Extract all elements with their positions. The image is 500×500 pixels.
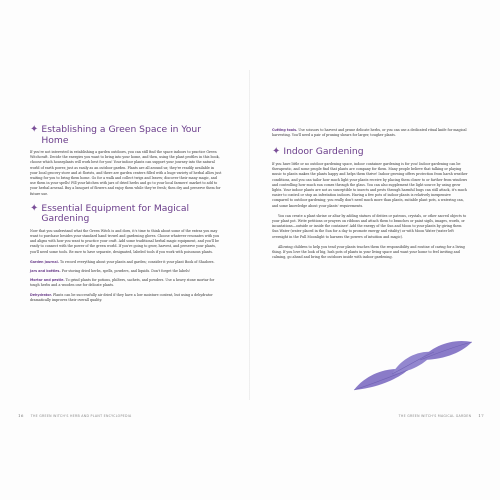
item-term: Garden journal. xyxy=(30,259,59,264)
equipment-item xyxy=(30,278,222,288)
sparkle-star-icon: ✦ xyxy=(30,124,39,135)
item-text: Use scissors to harvest and prune delicate herbs, or you can use a dedicated ritual knife for magical harvesting. You'll need a pair of pruning shears for larger, tougher plants. xyxy=(272,128,467,138)
equipment-item xyxy=(30,293,222,303)
paragraph: If you have little or no outdoor gardening space, indoor container gardening is for you! Indoor gardening can be therapeutic, and some people find that plants are company for them. Many people believe that talking or playing music to plants makes the plants happy and helps them thrive! Indoor growing offers protection from harsh weather conditions, and you can tailor how much light your plants receive by placing them closer to or farther from windows and controlling how much sun comes through the glass. You can also supplement the light source by using grow lights. Your indoor plants are not as susceptible to insects and pests through harmful bugs can still attack, it's much easier to control or stop an infestation indoors. Having a few pots of indoor plants is relatively inexpensive compared to outdoor gardening; you really don't need much more than plants, suitable plant pots, a watering can, and some knowledge about your plants' requirements. xyxy=(272,161,468,208)
equipment-item xyxy=(272,128,468,138)
section-heading-green-space xyxy=(30,125,222,146)
item-term: Cutting tools. xyxy=(272,128,298,132)
item-text: Plants can be successfully air dried if they have a low moisture content, but using a dehydrator dramatically improves their overall quality. xyxy=(30,292,213,302)
section-heading-equipment xyxy=(30,204,222,225)
right-footer xyxy=(399,413,484,418)
section-heading-indoor-gardening xyxy=(272,147,468,158)
item-term: Jars and bottles. xyxy=(30,269,61,274)
paragraph: Now that you understand what the Green Witch is and does, it's time to think about some of the extras you may want to purchase besides your standard hand trowel and gardening gloves. Choose whatever resonates with you and aligns with how you want to practice your craft. Add some traditional herbal magic equipment, and you'll be ready to connect with the power of the green world. If you're going to grow, harvest, and preserve your plants, you'll need some tools. Be sure to have separate, designated, labeled tools if you work with poisonous plants. xyxy=(30,228,220,254)
heading-text: Establishing a Green Space in Your Home xyxy=(41,124,202,146)
paragraph: Allowing children to help you tend your plants teaches them the responsibility and routine of caring for a living thing. If you love the look of big, lush pots of plants in your living space and want your home to feel inviting and calming, go ahead and bring the outdoors inside with indoor gardening. xyxy=(272,244,465,260)
heading-text: Indoor Gardening xyxy=(283,146,364,158)
running-title: THE GREEN WITCH'S MAGICAL GARDEN xyxy=(398,413,472,418)
sparkle-star-icon: ✦ xyxy=(272,146,281,158)
item-text: For storing dried herbs, spells, powders, and liquids. Don't forget the labels! xyxy=(61,269,191,274)
left-footer xyxy=(18,413,131,418)
page-number: 17 xyxy=(478,413,484,418)
sparkle-star-icon: ✦ xyxy=(30,202,39,214)
running-title: THE GREEN WITCH'S HERB AND PLANT ENCYCLOPEDIA xyxy=(30,413,132,418)
lavender-leaves-illustration xyxy=(348,330,478,400)
heading-text: Essential Equipment for Magical Gardening xyxy=(41,202,190,225)
page-number: 16 xyxy=(18,413,24,418)
left-column xyxy=(30,125,222,307)
item-text: To record everything about your plants and garden; consider it your plant Book of Shadows. xyxy=(60,259,215,264)
paragraph: You can create a plant shrine or altar by adding statues of deities or patrons, crystals, or other sacred objects to your plant pot. Write petitions or prayers on ribbons and attach them to branches or paint sigils, images, words, or incantations—outside or inside the container! Add the energy of the Sun and Moon to your plants by giving them Sun Water (water placed in the Sun for a day to promote energy and vitality) or with Moon Water (water left overnight in the Full Moonlight to harness the powers of intuition and magic). xyxy=(272,213,467,239)
right-page xyxy=(250,0,500,500)
equipment-item xyxy=(30,260,222,265)
item-text: To grind plants for potions, philters, sachets, and powders. Use a heavy stone mortar for tough herbs and a wooden one for delicate plants. xyxy=(30,278,215,288)
right-column xyxy=(272,128,468,265)
paragraph: If you're not interested in establishing a garden outdoors, you can still find the space indoors to practice Green Witchcraft. Decide the energies you want to bring into your home, and then, using the plant profiles in this book, choose which houseplants will work best for you! Your indoor plants can support your journey into the natural world of earth power, just as easily as an outdoor garden. Plants are all around us; they're readily available in your local grocery store and at florists, and there are garden centers filled with a huge variety of herbal allies just waiting for you to bring them home. Go for a walk and collect twigs and leaves; discover their many magic, and use them in your spells! Fill your kitchen with jars of dried herbs and go to your local farmers' market to add to your herbal arsenal. Buy a bouquet of flowers and enjoy them while they're fresh; then dry and preserve them for future use. xyxy=(30,150,222,196)
equipment-item xyxy=(30,269,222,274)
item-term: Dehydrator. xyxy=(30,292,52,297)
item-term: Mortar and pestle. xyxy=(30,278,65,283)
